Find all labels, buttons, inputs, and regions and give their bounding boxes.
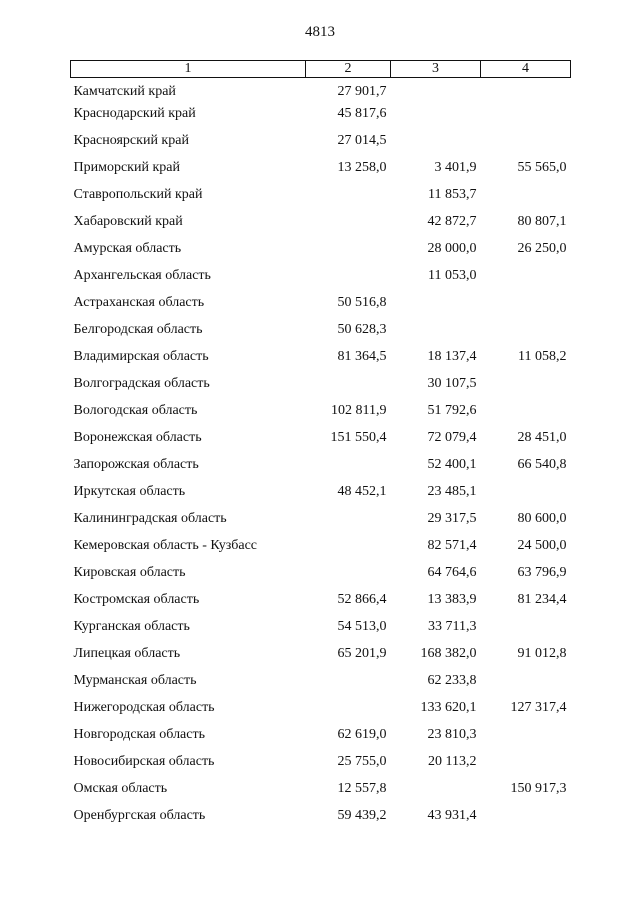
value-cell-col-2: 12 557,8 (337, 781, 387, 796)
value-cell-col-2: 52 866,4 (337, 592, 387, 607)
value-cell-col-3: 133 620,1 (420, 700, 477, 715)
value-cell-col-4 (481, 375, 571, 402)
value-cell-col-2: 65 201,9 (337, 646, 387, 661)
value-cell-col-4 (481, 753, 571, 780)
value-cell-col-2: 13 258,0 (337, 160, 387, 175)
value-cell-col-4: 80 807,1 (517, 214, 567, 229)
value-cell-col-2 (306, 456, 391, 483)
value-cell-col-4: 11 058,2 (518, 349, 567, 364)
value-cell-col-2: 62 619,0 (337, 727, 387, 742)
region-name-cell: Владимирская область (73, 349, 209, 364)
region-name-cell: Камчатский край (73, 84, 176, 99)
value-cell-col-2: 50 516,8 (337, 295, 387, 310)
value-cell-col-4: 91 012,8 (517, 646, 567, 661)
region-name-cell: Воронежская область (73, 430, 202, 445)
value-cell-col-3: 11 853,7 (428, 187, 477, 202)
value-cell-col-2: 102 811,9 (331, 403, 387, 418)
value-cell-col-3: 3 401,9 (434, 160, 477, 175)
value-cell-col-3: 29 317,5 (427, 511, 477, 526)
value-cell-col-4: 127 317,4 (510, 700, 567, 715)
value-cell-col-3 (391, 321, 481, 348)
value-cell-col-2 (306, 537, 391, 564)
value-cell-col-3 (391, 780, 481, 807)
value-cell-col-3 (391, 78, 481, 106)
region-name-cell: Краснодарский край (73, 106, 196, 121)
table-row (71, 159, 571, 186)
region-name-cell: Омская область (73, 781, 168, 796)
value-cell-col-2 (306, 213, 391, 240)
value-cell-col-3: 23 810,3 (427, 727, 477, 742)
value-cell-col-4: 66 540,8 (517, 457, 567, 472)
value-cell-col-2: 25 755,0 (337, 754, 387, 769)
table-row (71, 78, 571, 106)
table-row (71, 807, 571, 834)
value-cell-col-2: 50 628,3 (337, 322, 387, 337)
table-row (71, 213, 571, 240)
value-cell-col-4 (481, 186, 571, 213)
region-name-cell: Курганская область (73, 619, 190, 634)
value-cell-col-4 (481, 483, 571, 510)
table-row (71, 402, 571, 429)
value-cell-col-2: 81 364,5 (337, 349, 387, 364)
value-cell-col-2 (306, 699, 391, 726)
value-cell-col-3: 13 383,9 (427, 592, 477, 607)
value-cell-col-4: 63 796,9 (517, 565, 567, 580)
value-cell-col-3: 64 764,6 (427, 565, 477, 580)
table-row (71, 321, 571, 348)
value-cell-col-4: 150 917,3 (510, 781, 567, 796)
value-cell-col-4 (481, 267, 571, 294)
region-name-cell: Архангельская область (73, 268, 211, 283)
value-cell-col-2 (306, 375, 391, 402)
header-row (71, 61, 571, 78)
value-cell-col-3: 51 792,6 (427, 403, 477, 418)
value-cell-col-3: 11 053,0 (428, 268, 477, 283)
table-row (71, 240, 571, 267)
table-row (71, 645, 571, 672)
table-row (71, 429, 571, 456)
region-name-cell: Кировская область (73, 565, 186, 580)
table-row (71, 699, 571, 726)
table-row (71, 726, 571, 753)
table-row (71, 591, 571, 618)
table-row (71, 510, 571, 537)
value-cell-col-2 (306, 267, 391, 294)
table-body (71, 78, 571, 835)
region-name-cell: Амурская область (73, 241, 182, 256)
table-row (71, 780, 571, 807)
value-cell-col-4: 55 565,0 (517, 160, 567, 175)
table-row (71, 132, 571, 159)
page-number: 4813 (305, 24, 335, 40)
value-cell-col-3: 28 000,0 (427, 241, 477, 256)
table-row (71, 267, 571, 294)
region-name-cell: Калининградская область (73, 511, 227, 526)
table-row (71, 564, 571, 591)
value-cell-col-3: 72 079,4 (427, 430, 477, 445)
value-cell-col-2: 59 439,2 (337, 808, 387, 823)
region-name-cell: Запорожская область (73, 457, 199, 472)
value-cell-col-3 (391, 294, 481, 321)
region-name-cell: Новосибирская область (73, 754, 215, 769)
region-name-cell: Красноярский край (73, 133, 189, 148)
value-cell-col-3: 18 137,4 (427, 349, 477, 364)
value-cell-col-4: 80 600,0 (517, 511, 567, 526)
region-name-cell: Ставропольский край (73, 187, 203, 202)
value-cell-col-4 (481, 294, 571, 321)
value-cell-col-4 (481, 402, 571, 429)
region-name-cell: Кемеровская область - Кузбасс (73, 538, 258, 553)
value-cell-col-4: 28 451,0 (517, 430, 567, 445)
column-header-4: 4 (481, 61, 571, 78)
value-cell-col-3: 20 113,2 (428, 754, 477, 769)
region-name-cell: Оренбургская область (73, 808, 206, 823)
value-cell-col-2: 27 901,7 (337, 84, 387, 99)
value-cell-col-4 (481, 672, 571, 699)
value-cell-col-4 (481, 132, 571, 159)
value-cell-col-4 (481, 105, 571, 132)
value-cell-col-4 (481, 807, 571, 834)
column-header-2: 2 (306, 61, 391, 78)
table-row (71, 753, 571, 780)
value-cell-col-2 (306, 510, 391, 537)
value-cell-col-4: 24 500,0 (517, 538, 567, 553)
region-name-cell: Астраханская область (73, 295, 205, 310)
column-header-1: 1 (71, 61, 306, 78)
value-cell-col-4 (481, 618, 571, 645)
value-cell-col-2: 45 817,6 (337, 106, 387, 121)
table-row (71, 294, 571, 321)
value-cell-col-2 (306, 240, 391, 267)
table-row (71, 456, 571, 483)
value-cell-col-3: 30 107,5 (427, 376, 477, 391)
value-cell-col-4 (481, 726, 571, 753)
table-row (71, 186, 571, 213)
column-header-3: 3 (391, 61, 481, 78)
value-cell-col-3: 33 711,3 (428, 619, 477, 634)
value-cell-col-2: 48 452,1 (337, 484, 387, 499)
region-name-cell: Новгородская область (73, 727, 205, 742)
region-name-cell: Липецкая область (73, 646, 181, 661)
value-cell-col-3: 43 931,4 (427, 808, 477, 823)
value-cell-col-2 (306, 564, 391, 591)
value-cell-col-4: 81 234,4 (517, 592, 567, 607)
region-name-cell: Хабаровский край (73, 214, 183, 229)
table-header (71, 61, 571, 78)
value-cell-col-3: 168 382,0 (420, 646, 477, 661)
region-name-cell: Волгоградская область (73, 376, 210, 391)
value-cell-col-3: 23 485,1 (427, 484, 477, 499)
value-cell-col-4 (481, 321, 571, 348)
value-cell-col-2 (306, 672, 391, 699)
value-cell-col-3: 42 872,7 (427, 214, 477, 229)
table-row (71, 483, 571, 510)
value-cell-col-2: 151 550,4 (330, 430, 387, 445)
value-cell-col-2 (306, 186, 391, 213)
value-cell-col-4 (481, 78, 571, 106)
table-row (71, 105, 571, 132)
value-cell-col-3: 52 400,1 (427, 457, 477, 472)
region-name-cell: Приморский край (73, 160, 180, 175)
table-row (71, 348, 571, 375)
value-cell-col-2: 27 014,5 (337, 133, 387, 148)
region-name-cell: Костромская область (73, 592, 200, 607)
value-cell-col-4: 26 250,0 (517, 241, 567, 256)
value-cell-col-3 (391, 105, 481, 132)
region-name-cell: Вологодская область (73, 403, 198, 418)
region-name-cell: Нижегородская область (73, 700, 215, 715)
value-cell-col-3: 62 233,8 (427, 673, 477, 688)
region-name-cell: Белгородская область (73, 322, 203, 337)
data-table (70, 60, 571, 834)
table-row (71, 672, 571, 699)
value-cell-col-3 (391, 132, 481, 159)
value-cell-col-3: 82 571,4 (427, 538, 477, 553)
table-row (71, 537, 571, 564)
table-row (71, 375, 571, 402)
table-row (71, 618, 571, 645)
region-name-cell: Мурманская область (73, 673, 197, 688)
region-name-cell: Иркутская область (73, 484, 186, 499)
value-cell-col-2: 54 513,0 (337, 619, 387, 634)
